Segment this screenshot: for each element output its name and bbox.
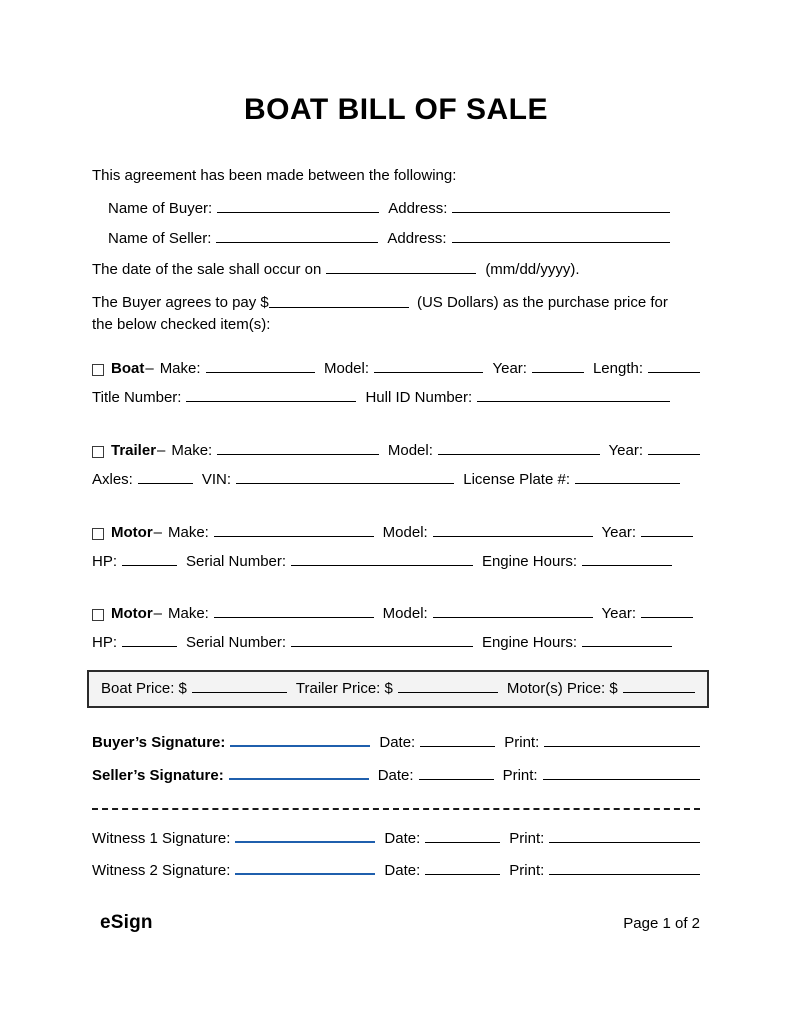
motor2-hp-label: HP:: [92, 634, 118, 651]
motor2-serial-label: Serial Number:: [186, 634, 287, 651]
seller-signature-field[interactable]: [229, 776, 369, 780]
witness1-signature-row: [92, 830, 700, 847]
trailer-row: [92, 442, 700, 459]
motors-price-field[interactable]: [623, 689, 695, 693]
motor1-year-label: Year:: [601, 524, 636, 541]
intro-text: This agreement has been made between the following:: [92, 167, 457, 184]
payment-suffix: (US Dollars) as the purchase price for: [416, 294, 668, 311]
motor2-item-label: Motor: [111, 605, 153, 622]
buyer-address-label: Address:: [388, 200, 448, 217]
buyer-print-name-field[interactable]: [544, 743, 700, 747]
motor1-hp-field[interactable]: [122, 562, 177, 566]
witness1-date-label: Date:: [384, 830, 421, 847]
motor1-model-field[interactable]: [433, 533, 593, 537]
motor1-details-row: [92, 553, 700, 570]
trailer-license-plate-field[interactable]: [575, 480, 680, 484]
page-number: Page 1 of 2: [623, 915, 700, 932]
motor2-checkbox[interactable]: [92, 609, 104, 621]
payment-paragraph: [92, 292, 700, 336]
witness2-signature-label: Witness 2 Signature:: [92, 862, 231, 879]
boat-price-field[interactable]: [192, 689, 287, 693]
boat-length-field[interactable]: [648, 369, 700, 373]
boat-model-field[interactable]: [374, 369, 483, 373]
trailer-vin-field[interactable]: [236, 480, 454, 484]
buyer-sign-date-label: Date:: [379, 734, 416, 751]
motor1-checkbox[interactable]: [92, 528, 104, 540]
trailer-make-field[interactable]: [217, 451, 379, 455]
motor1-serial-label: Serial Number:: [186, 553, 287, 570]
trailer-model-field[interactable]: [438, 451, 600, 455]
seller-signature-row: [92, 767, 700, 784]
witness2-signature-field[interactable]: [235, 871, 375, 875]
trailer-model-label: Model:: [387, 442, 433, 459]
motor1-model-label: Model:: [382, 524, 428, 541]
seller-signature-label: Seller’s Signature:: [92, 767, 224, 784]
motor2-model-field[interactable]: [433, 614, 593, 618]
boat-model-label: Model:: [324, 360, 370, 377]
motor1-engine-hours-field[interactable]: [582, 562, 672, 566]
witness1-date-field[interactable]: [425, 839, 500, 843]
sale-date-format: (mm/dd/yyyy).: [485, 261, 580, 278]
witness1-signature-field[interactable]: [235, 839, 375, 843]
trailer-year-field[interactable]: [648, 451, 700, 455]
motor2-hp-field[interactable]: [122, 643, 177, 647]
motor2-hours-label: Engine Hours:: [481, 634, 577, 651]
trailer-axles-field[interactable]: [138, 480, 193, 484]
buyer-name-field[interactable]: [217, 209, 379, 213]
sale-date-field[interactable]: [326, 270, 476, 274]
seller-address-label: Address:: [387, 230, 447, 247]
boat-dash: –: [145, 360, 154, 377]
esign-logo: eSign: [100, 912, 153, 933]
buyer-name-label: Name of Buyer:: [108, 200, 213, 217]
sale-date-row: [92, 261, 700, 278]
seller-print-name-field[interactable]: [543, 776, 700, 780]
seller-print-label: Print:: [502, 767, 538, 784]
sale-date-label: The date of the sale shall occur on: [92, 261, 322, 278]
motor2-model-label: Model:: [382, 605, 428, 622]
motor2-year-label: Year:: [601, 605, 636, 622]
witness2-date-label: Date:: [384, 862, 421, 879]
motor1-dash: –: [153, 524, 162, 541]
trailer-checkbox[interactable]: [92, 446, 104, 458]
payment-line2: the below checked item(s):: [92, 316, 271, 333]
boat-row: [92, 360, 700, 377]
buyer-print-label: Print:: [504, 734, 540, 751]
boat-length-label: Length:: [592, 360, 644, 377]
buyer-row: [108, 200, 700, 217]
trailer-item-label: Trailer: [111, 442, 157, 459]
motors-price-label: Motor(s) Price: $: [506, 680, 618, 697]
seller-row: [108, 230, 700, 247]
boat-title-row: [92, 389, 700, 406]
motor1-item-label: Motor: [111, 524, 153, 541]
buyer-signature-label: Buyer’s Signature:: [92, 734, 226, 751]
boat-title-number-field[interactable]: [186, 398, 356, 402]
witness2-print-name-field[interactable]: [549, 871, 700, 875]
trailer-make-label: Make:: [171, 442, 213, 459]
trailer-axles-label: Axles:: [92, 471, 133, 488]
payment-prefix: The Buyer agrees to pay $: [92, 294, 269, 311]
witness1-print-label: Print:: [509, 830, 545, 847]
buyer-address-field[interactable]: [452, 209, 670, 213]
witness2-date-field[interactable]: [425, 871, 500, 875]
motor1-make-field[interactable]: [214, 533, 374, 537]
witness2-print-label: Print:: [509, 862, 545, 879]
page-footer: [92, 912, 700, 934]
boat-item-label: Boat: [111, 360, 145, 377]
boat-year-field[interactable]: [532, 369, 584, 373]
price-summary-box: [87, 670, 709, 708]
motor2-year-field[interactable]: [641, 614, 693, 618]
buyer-sign-date-field[interactable]: [420, 743, 495, 747]
seller-name-field[interactable]: [216, 239, 378, 243]
motor2-make-field[interactable]: [214, 614, 374, 618]
motor1-hp-label: HP:: [92, 553, 118, 570]
boat-make-field[interactable]: [206, 369, 315, 373]
trailer-plate-label: License Plate #:: [463, 471, 570, 488]
witness1-signature-label: Witness 1 Signature:: [92, 830, 231, 847]
witness2-signature-row: [92, 862, 700, 879]
trailer-year-label: Year:: [608, 442, 643, 459]
motor1-serial-field[interactable]: [291, 562, 473, 566]
boat-hull-id-label: Hull ID Number:: [365, 389, 473, 406]
seller-sign-date-label: Date:: [377, 767, 414, 784]
motor1-hours-label: Engine Hours:: [481, 553, 577, 570]
motor2-row: [92, 605, 700, 622]
trailer-details-row: [92, 471, 700, 488]
page-title: BOAT BILL OF SALE: [243, 93, 549, 126]
motor2-make-label: Make:: [168, 605, 209, 622]
motor2-engine-hours-field[interactable]: [582, 643, 672, 647]
witness1-print-name-field[interactable]: [549, 839, 700, 843]
boat-title-number-label: Title Number:: [92, 389, 182, 406]
boat-year-label: Year:: [492, 360, 527, 377]
price-row: [101, 680, 695, 697]
motor2-serial-field[interactable]: [291, 643, 473, 647]
boat-hull-id-field[interactable]: [477, 398, 670, 402]
motor1-make-label: Make:: [168, 524, 209, 541]
buyer-signature-field[interactable]: [230, 743, 370, 747]
trailer-vin-label: VIN:: [201, 471, 232, 488]
motor1-year-field[interactable]: [641, 533, 693, 537]
buyer-signature-row: [92, 734, 700, 751]
motor1-row: [92, 524, 700, 541]
seller-address-field[interactable]: [452, 239, 670, 243]
motor2-dash: –: [153, 605, 162, 622]
dashed-divider: [92, 808, 700, 810]
boat-make-label: Make:: [159, 360, 201, 377]
trailer-price-label: Trailer Price: $: [295, 680, 393, 697]
trailer-price-field[interactable]: [398, 689, 498, 693]
boat-checkbox[interactable]: [92, 364, 104, 376]
seller-name-label: Name of Seller:: [108, 230, 212, 247]
trailer-dash: –: [157, 442, 166, 459]
purchase-price-field[interactable]: [269, 307, 409, 308]
motor2-details-row: [92, 634, 700, 651]
boat-price-label: Boat Price: $: [101, 680, 187, 697]
seller-sign-date-field[interactable]: [419, 776, 494, 780]
